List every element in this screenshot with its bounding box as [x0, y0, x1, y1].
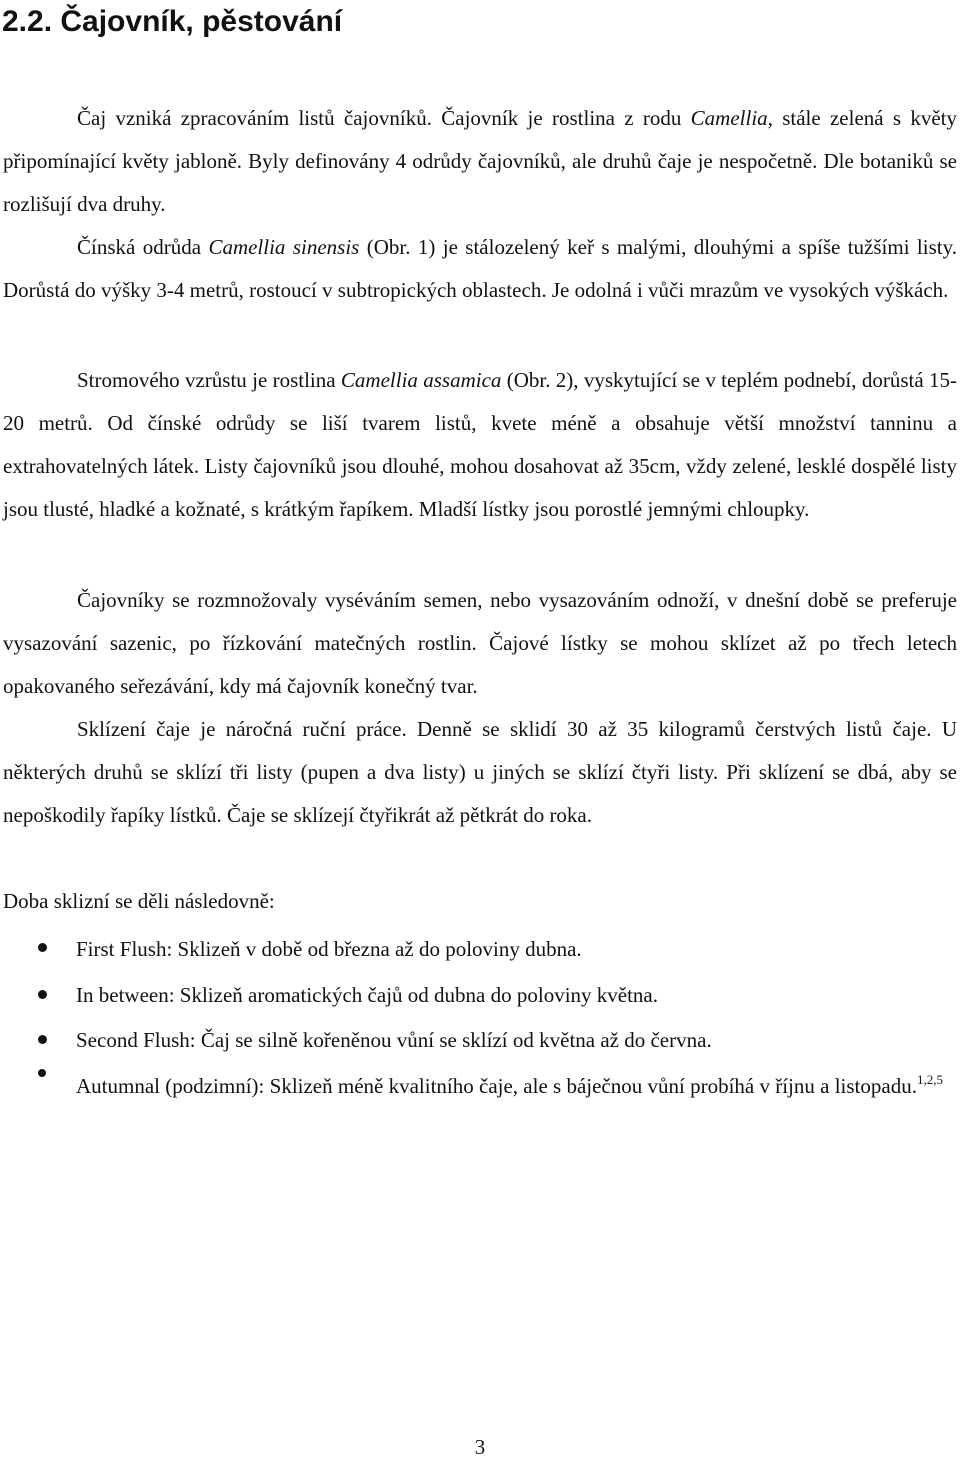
intro-text-b: stále zelená s květy připomínající květy jabloně. Byly definovány 4 odrůdy čajovníků, ale druhů čaje je nespočetně. Dle botaniků se rozlišují dva druhy. [3, 106, 957, 216]
list-item-text: Autumnal (podzimní): Sklizeň méně kvalitního čaje, ale s báječnou vůní probíhá v říjnu a listopadu. [76, 1074, 917, 1098]
paragraph-sinensis [3, 226, 957, 312]
paragraph-intro [3, 97, 957, 226]
intro-text-a: Čaj vzniká zpracováním listů čajovníků. Čajovník je rostlina z rodu [77, 106, 691, 130]
paragraph-propagation: Čajovníky se rozmnožovaly vyséváním semen, nebo vysazováním odnoží, v dnešní době se preferuje vysazování sazenic, po řízkování matečných rostlin. Čajové lístky se mohou sklízet až po třech letech opakovaného seřezávání, kdy má čajovník konečný tvar. [3, 588, 957, 698]
assamica-text-b: (Obr. 2), vyskytující se v teplém podnebí, dorůstá 15-20 metrů. Od čínské odrůdy se liší tvarem listů, kvete méně a obsahuje větší množství tanninu a extrahovatelných látek. Listy čajovníků jsou dlouhé, mohou dosahovat až 35cm, vždy zelené, lesklé dospělé listy jsou tlusté, hladké a kožnaté, s krátkým řapíkem. Mladší lístky jsou porostlé jemnými chloupky. [3, 368, 957, 521]
bullet-icon [38, 1035, 47, 1044]
paragraph-harvest-periods-intro: Doba sklizní se děli následovně: [3, 889, 275, 913]
species-sinensis: Camellia sinensis [208, 235, 360, 259]
section-heading: 2.2. Čajovník, pěstování [2, 5, 343, 38]
list-item: First Flush: Sklizeň v době od března až do poloviny dubna. [76, 937, 582, 961]
citation-superscript: 1,2,5 [916, 1072, 943, 1087]
list-item: Second Flush: Čaj se silně kořeněnou vůní se sklízí od května až do června. [76, 1028, 712, 1052]
page-number: 3 [474, 1435, 486, 1459]
sinensis-text-a: Čínská odrůda [77, 235, 209, 259]
assamica-text-a: Stromového vzrůstu je rostlina [77, 368, 341, 392]
paragraph-assamica [3, 359, 957, 531]
genus-name: Camellia, [690, 106, 773, 130]
list-item: In between: Sklizeň aromatických čajů od dubna do poloviny května. [76, 983, 659, 1007]
sinensis-text-b: (Obr. 1) je stálozelený keř s malými, dlouhými a spíše tužšími listy. Dorůstá do výšky 3-4 metrů, rostoucí v subtropických oblastech. Je odolná i vůči mrazům ve vysokých výškách. [3, 235, 957, 302]
paragraph-harvest: Sklízení čaje je náročná ruční práce. Denně se sklidí 30 až 35 kilogramů čerstvých listů čaje. U některých druhů se sklízí tři listy (pupen a dva listy) u jiných se sklízí čtyři listy. Při sklízení se dbá, aby se nepoškodily řapíky lístků. Čaje se sklízejí čtyřikrát až pětkrát do roka. [3, 717, 957, 827]
list-item [76, 1064, 956, 1109]
bullet-icon [38, 943, 47, 952]
species-assamica: Camellia assamica [340, 368, 502, 392]
bullet-icon [38, 990, 47, 999]
bullet-icon [38, 1069, 46, 1077]
